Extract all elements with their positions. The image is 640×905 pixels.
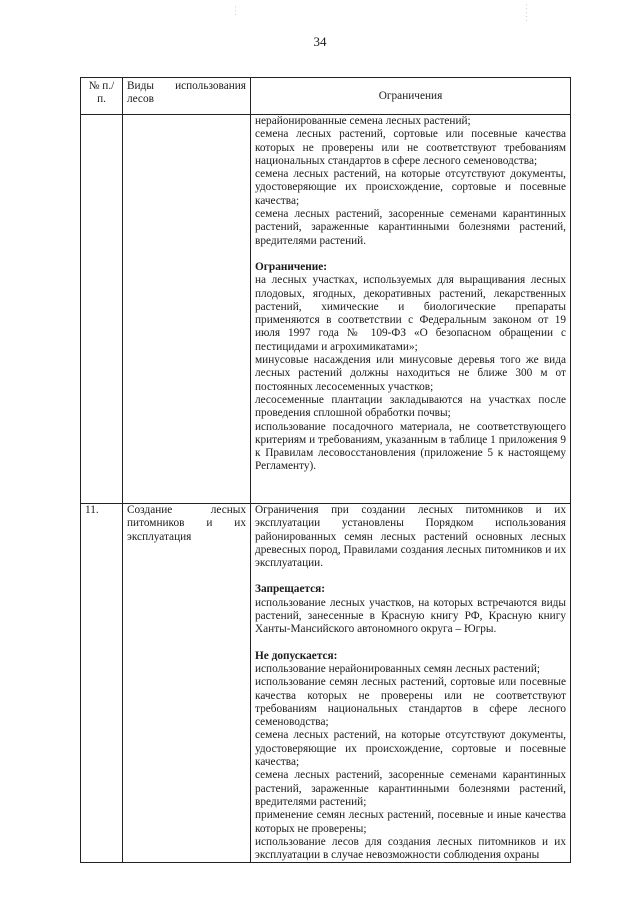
restriction-paragraph: лесосеменные плантации закладываются на участках после проведения сплошной обработки почвы; <box>255 393 566 420</box>
restriction-paragraph: использование семян лесных растений, сортовые или посевные качества которых не проверены или не соответствуют требованиям национальных стандартов в сфере лесного семеноводства; <box>255 676 566 729</box>
header-forest-use-type: Виды использования лесов <box>123 78 251 115</box>
restriction-paragraph: семена лесных растений, на которые отсутствуют документы, удостоверяющие их происхождение, сортовые и посевные качества; <box>255 729 566 769</box>
restriction-paragraph: использование лесных участков, на которых встречаются виды растений, занесенные в Красную книгу РФ, Красную книгу Ханты-Мансийского автономного округа – Югры. <box>255 596 566 636</box>
restriction-paragraph: использование лесов для создания лесных питомников и их эксплуатации в случае невозможности соблюдения охраны <box>255 835 566 862</box>
restriction-heading: Запрещается: <box>255 583 326 596</box>
row-number <box>81 115 123 504</box>
row-number: 11. <box>81 504 123 863</box>
restriction-paragraph: применение семян лесных растений, посевные и иные качества которых не проверены; <box>255 809 566 835</box>
table-row <box>81 504 571 863</box>
restriction-heading: Ограничение: <box>255 260 328 273</box>
restriction-paragraph: использование нерайонированных семян лесных растений; <box>255 662 541 675</box>
forest-use-type-label: Создание лесных питомников и их эксплуатация <box>127 504 246 543</box>
restriction-paragraph: нерайонированные семена лесных растений; <box>255 115 471 127</box>
scan-margin-mark: · · · <box>231 6 238 16</box>
regulations-table <box>80 77 571 863</box>
restriction-paragraph: семена лесных растений, засоренные семенами карантинных растений, зараженные карантинными болезнями растений, вредителями растений. <box>255 208 566 247</box>
restriction-paragraph: семена лесных растений, сортовые или посевные качества которых не проверены или не соответствуют требованиям национальных стандартов в сфере лесного семеноводства; <box>255 128 566 167</box>
restriction-paragraph: семена лесных растений, засоренные семенами карантинных растений, зараженные карантинными болезнями растений, вредителями растений; <box>255 769 566 808</box>
restrictions-text <box>255 115 566 474</box>
restrictions-text <box>255 504 566 862</box>
row-forest-use-type <box>123 115 251 504</box>
header-number: № п./п. <box>81 78 123 115</box>
row-restrictions <box>251 115 571 504</box>
table-row <box>81 115 571 504</box>
restriction-heading: Не допускается: <box>255 649 338 662</box>
restriction-paragraph: на лесных участках, используемых для выращивания лесных плодовых, ягодных, декоративных растений, лекарственных растений, химические и биологические препараты применяются в соответствии с Федеральным законом от 19 июля 1997 года № 109-ФЗ «О безопасном обращении с пестицидами и агрохимикатами»; <box>255 274 566 353</box>
scan-margin-mark: · · · · · <box>522 4 529 22</box>
restriction-paragraph: использование посадочного материала, не соответствующего критериям и требованиям, указанным в таблице 1 приложения 9 к Правилам лесовосстановления (приложение 5 к настоящему Регламенту). <box>255 420 566 473</box>
header-restrictions: Ограничения <box>251 78 571 115</box>
restriction-paragraph: семена лесных растений, на которые отсутствуют документы, удостоверяющие их происхождение, сортовые и посевные качества; <box>255 168 566 207</box>
table-header-row <box>81 78 571 115</box>
restriction-paragraph: минусовые насаждения или минусовые деревья того же вида лесных растений должны находиться не ближе 300 м от постоянных лесосеменных участков; <box>255 354 566 393</box>
page-number: 34 <box>313 34 327 49</box>
row-restrictions <box>251 504 571 863</box>
restriction-paragraph: Ограничения при создании лесных питомников и их эксплуатации установлены Порядком использования районированных семян лесных растений основных лесных древесных пород, Правилами создания лесных питомников и их эксплуатации. <box>255 504 566 570</box>
row-forest-use-type <box>123 504 251 863</box>
